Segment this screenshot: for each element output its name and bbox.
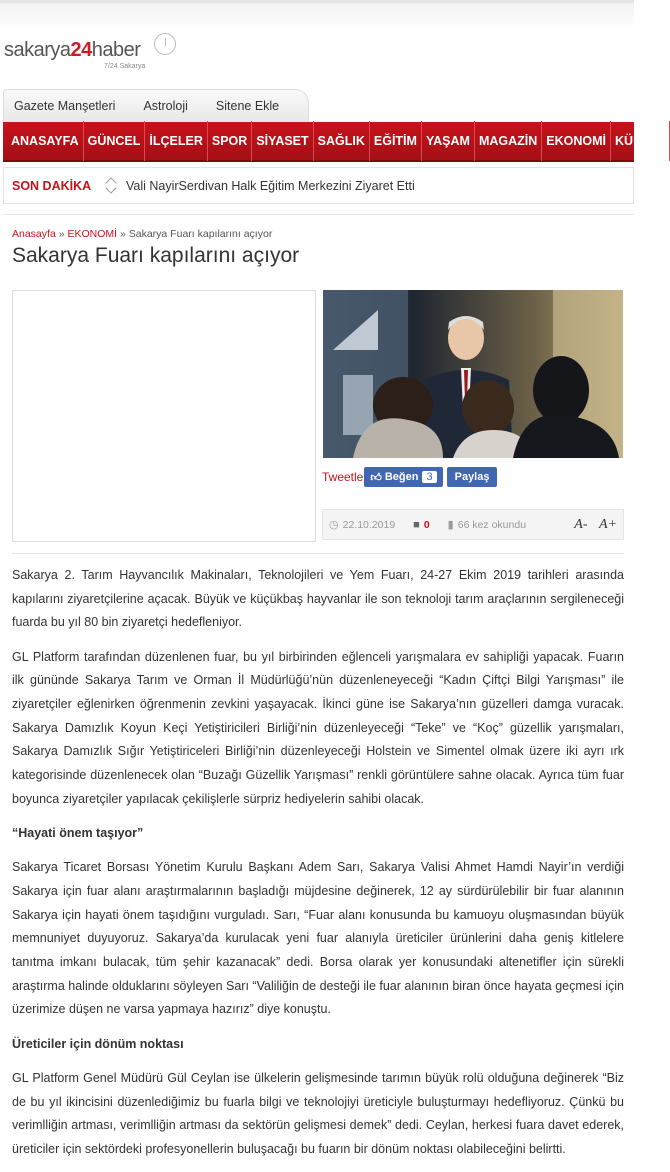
article-paragraph: Sakarya 2. Tarım Hayvancılık Makinaları, Teknolojileri ve Yem Fuarı, 24-27 Ekim 2019 tarihleri arasında kapılarını ziyaretçilerine açacak. Büyük ve küçükbaş hayvanlar ile son teknoloji tarım araçlarının sergileneceği fuarda bu yıl 80 bin ziyaretçi hedefleniyor. (12, 568, 624, 630)
breadcrumb-separator: » (58, 228, 65, 240)
font-decrease-button[interactable]: A- (574, 516, 588, 532)
main-navigation (3, 122, 666, 162)
logo-text: sakarya24haber (4, 39, 141, 61)
divider (3, 214, 634, 215)
nav-ekonomi[interactable]: EKONOMİ (542, 121, 611, 161)
article-photo[interactable] (323, 290, 623, 458)
breaking-headline-link[interactable]: Vali NayirSerdivan Halk Eğitim Merkezini Ziyaret Etti (126, 178, 415, 193)
date-value: 22.10.2019 (342, 518, 396, 531)
like-label: Beğen (384, 471, 419, 483)
comment-icon: ■ (413, 518, 420, 531)
article-paragraph: Sakarya Ticaret Borsası Yönetim Kurulu Başkanı Adem Sarı, Sakarya Valisi Ahmet Hamdi Nayir’ın verdiği Sakarya için fuar alanı araştırmalarının başladığı müjdesine değinerek, 12 ay sürdürülebilir bir fuar alanının Sakarya için hayati önem taşıdığını vurguladı. Sarı, “Fuar alanı konusunda bu kamuoyu oluşmasından büyük memnuniyet duyuyoruz. Sakarya’da kurulacak yeni fuar alanıyla üreticiler ürünlerini daha geniş kitlelere tanıtma imkanı bulacak, tüm şehir kazanacak” dedi. Borsa olarak yer konusundaki altenetifler için sürekli araştırma halinde olduklarını söyleyen Sarı “Valiliğin de desteği ile fuar alanının biran önce hayata geçmesi için üzerimize düşen ne varsa yapmaya hazırız” diye konuştu. (12, 860, 624, 1017)
article-title: Sakarya Fuarı kapılarını açıyor (12, 244, 300, 267)
nav-egitim[interactable]: EĞİTİM (370, 121, 422, 161)
font-size-controls (566, 517, 617, 533)
thumbs-up-icon: 👍︎ (370, 471, 382, 484)
menu-sitene-ekle[interactable]: Sitene Ekle (215, 99, 280, 113)
comment-count[interactable] (413, 519, 430, 531)
facebook-share-button[interactable]: Paylaş (447, 467, 498, 487)
logo-tagline: 7/24 Sakarya (104, 63, 146, 70)
article-body (12, 564, 624, 1172)
site-header (0, 0, 634, 88)
nav-siyaset[interactable]: SİYASET (252, 121, 313, 161)
view-value: 66 kez okundu (457, 518, 527, 531)
ticker-arrows[interactable] (106, 176, 118, 196)
nav-guncel[interactable]: GÜNCEL (84, 121, 146, 161)
breadcrumb-home-link[interactable]: Anasayfa (12, 228, 56, 240)
menu-astroloji[interactable]: Astroloji (143, 99, 188, 113)
publish-date (329, 518, 395, 531)
breadcrumb (12, 228, 272, 240)
social-share-bar (322, 466, 497, 488)
top-mini-menu (3, 89, 309, 122)
comment-value: 0 (423, 518, 430, 531)
ad-placeholder (12, 290, 316, 542)
view-count (448, 518, 526, 531)
breadcrumb-current: Sakarya Fuarı kapılarını açıyor (128, 228, 273, 240)
site-logo[interactable] (4, 31, 184, 71)
bar-chart-icon: ▮ (447, 519, 454, 531)
breaking-news-bar (3, 167, 634, 204)
like-count: 3 (422, 471, 436, 483)
article-subheading: Üreticiler için dönüm noktası (12, 1036, 184, 1051)
clock-icon (154, 33, 176, 55)
nav-yasam[interactable]: YAŞAM (422, 121, 475, 161)
breadcrumb-separator: » (119, 228, 126, 240)
menu-gazete-mansetleri[interactable]: Gazete Manşetleri (14, 99, 116, 113)
clock-icon: ◷ (329, 519, 339, 531)
nav-spor[interactable]: SPOR (208, 121, 252, 161)
breadcrumb-category-link[interactable]: EKONOMİ (67, 228, 118, 240)
article-photo-illustration (323, 290, 623, 458)
nav-anasayfa[interactable]: ANASAYFA (3, 121, 84, 161)
tweet-button[interactable]: Tweetle (322, 470, 364, 484)
breaking-label: SON DAKİKA (12, 178, 92, 193)
facebook-like-button[interactable] (364, 467, 442, 487)
nav-ilceler[interactable]: İLÇELER (145, 121, 207, 161)
font-increase-button[interactable]: A+ (599, 516, 617, 532)
article-paragraph: GL Platform Genel Müdürü Gül Ceylan ise ülkelerin gelişmesinde tarımın büyük rolü olduğuna değinerek “Biz de bu yıl ikincisini düzenlediğimiz bu fuarla bilgi ve teknolojiyi üreticiyle buluşturmayı hedefliyoruz. Çünkü bu verimlliğin artması, verimlliğin artması da sektörün gelişmesi demek” dedi. Ceylan, herkesi fuara davet ederek, üreticiler için sektördeki profesyonellerin buluşacağı bu fuarın bir dönüm noktası olabileceğini belirtti. (12, 1070, 624, 1156)
nav-kultur[interactable]: KÜLTÜR (611, 121, 670, 161)
nav-magazin[interactable]: MAGAZİN (475, 121, 542, 161)
article-paragraph: GL Platform tarafından düzenlenen fuar, bu yıl birbirinden eğlenceli yarışmalara ev sahipliği yapacak. Fuarın ilk gününde Sakarya Tarım ve Orman İl Müdürlüğü’nün düzenleneyeceği “Kadın Çiftçi Bilgi Yarışması” ile ziyaretçiler eğlenirken öğrenmenin zevkini yaşayacak. İkinci güne ise Sakarya’nın güzelleri damga vuracak. Sakarya Damızlık Koyun Keçi Yetiştiricileri Birliği’nin düzenleyeceği “Teke” ve “Koç” güzellik yarışmaları, Sakarya Damızlık Sığır Yetiştiriceleri Birliği’nin düzenleyeceği Holstein ve Simentel olmak üzere iki ayrı ırk kategorisinde düzenlenecek olan “Buzağı Güzellik Yarışması” renkli görüntülere sahne olacak. Ayrıca tüm fuar boyunca ziyaretçiler yapılacak çekilişlerle sürpriz hediyelerin sahibi olacak. (12, 649, 624, 806)
divider (12, 553, 624, 554)
article-subheading: “Hayati önem taşıyor” (12, 826, 144, 841)
nav-saglik[interactable]: SAĞLIK (314, 121, 370, 161)
article-meta-bar (322, 509, 624, 540)
